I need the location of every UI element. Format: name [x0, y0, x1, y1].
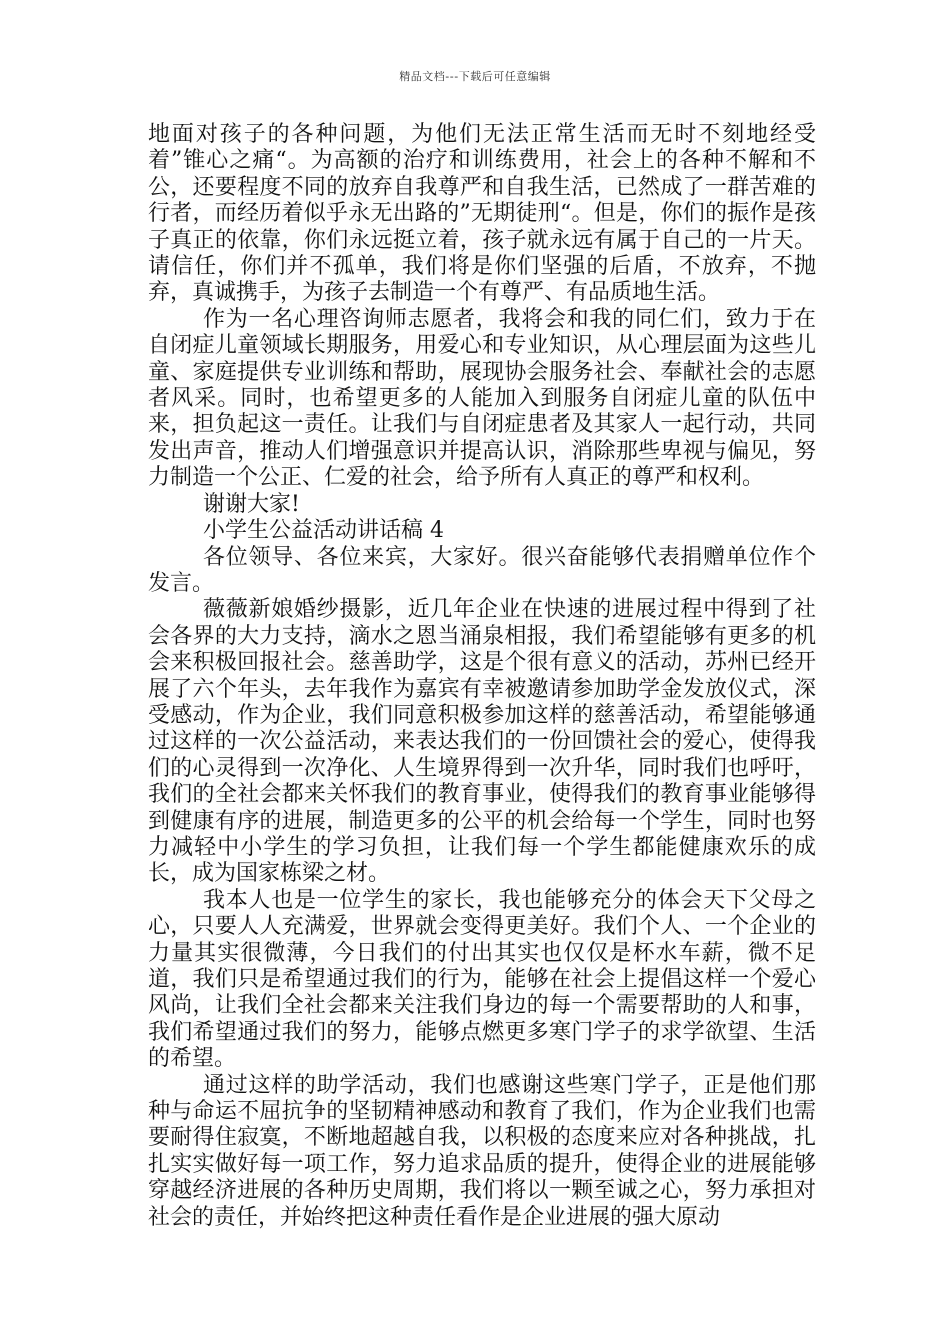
- page-header: 精品文档---下载后可任意编辑: [399, 70, 551, 83]
- paragraph-volunteer: 作为一名心理咨询师志愿者，我将会和我的同仁们，致力于在自闭症儿童领域长期服务，用爱心和专业知识，从心理层面为这些儿童、家庭提供专业训练和帮助，展现协会服务社会、奉献社会的志愿者风采。同时，也希望更多的人能加入到服务自闭症儿童的队伍中来，担负起这一责任。让我们与自闭症患者及其家人一起行动，共同发出声音，推动人们增强意识并提高认识，消除那些卑视与偏见，努力制造一个公正、仁爱的社会，给予所有人真正的尊严和权利。: [148, 306, 816, 491]
- document-body: [148, 122, 816, 1231]
- paragraph-continuation: 地面对孩子的各种问题，为他们无法正常生活而无时不刻地经受着”锥心之痛“。为高额的治疗和训练费用，社会上的各种不解和不公，还要程度不同的放弃自我尊严和自我生活，已然成了一群苦难的行者，而经历着似乎永无出路的”无期徒刑“。但是，你们的振作是孩子真正的依靠，你们永远挺立着，孩子就永远有属于自己的一片天。请信任，你们并不孤单，我们将是你们坚强的后盾，不放弃，不抛弃，真诚携手，为孩子去制造一个有尊严、有品质地生活。: [148, 122, 816, 306]
- paragraph-company: 薇薇新娘婚纱摄影，近几年企业在快速的进展过程中得到了社会各界的大力支持，滴水之恩当涌泉相报，我们希望能够有更多的机会来积极回报社会。慈善助学，这是个很有意义的活动，苏州已经开展了六个年头，去年我作为嘉宾有幸被邀请参加助学金发放仪式，深受感动，作为企业，我们同意积极参加这样的慈善活动，希望能够通过这样的一次公益活动，来表达我们的一份回馈社会的爱心，使得我们的心灵得到一次净化、人生境界得到一次升华，同时我们也呼吁，我们的全社会都来关怀我们的教育事业，使得我们的教育事业能够得到健康有序的进展，制造更多的公平的机会给每一个学生，同时也努力减轻中小学生的学习负担，让我们每一个学生都能健康欢乐的成长，成为国家栋梁之材。: [148, 597, 816, 887]
- paragraph-parent: 我本人也是一位学生的家长，我也能够充分的体会天下父母之心，只要人人充满爱，世界就会变得更美好。我们个人、一个企业的力量其实很微薄，今日我们的付出其实也仅仅是杯水车薪，微不足道，我们只是希望通过我们的行为，能够在社会上提倡这样一个爱心风尚，让我们全社会都来关注我们身边的每一个需要帮助的人和事，我们希望通过我们的努力，能够点燃更多寒门学子的求学欲望、生活的希望。: [148, 887, 816, 1072]
- greeting-paragraph: 各位领导、各位来宾，大家好。很兴奋能够代表捐赠单位作个发言。: [148, 544, 816, 596]
- section-title: 小学生公益活动讲话稿 4: [203, 518, 444, 544]
- paragraph-gratitude: 通过这样的助学活动，我们也感谢这些寒门学子，正是他们那种与命运不屈抗争的坚韧精神感动和教育了我们，作为企业我们也需要耐得住寂寞，不断地超越自我，以积极的态度来应对各种挑战，扎扎实实做好每一项工作，努力追求品质的提升，使得企业的进展能够穿越经济进展的各种历史周期，我们将以一颗至诚之心，努力承担对社会的责任，并始终把这种责任看作是企业进展的强大原动: [148, 1072, 816, 1230]
- thanks-line: 谢谢大家!: [203, 491, 300, 517]
